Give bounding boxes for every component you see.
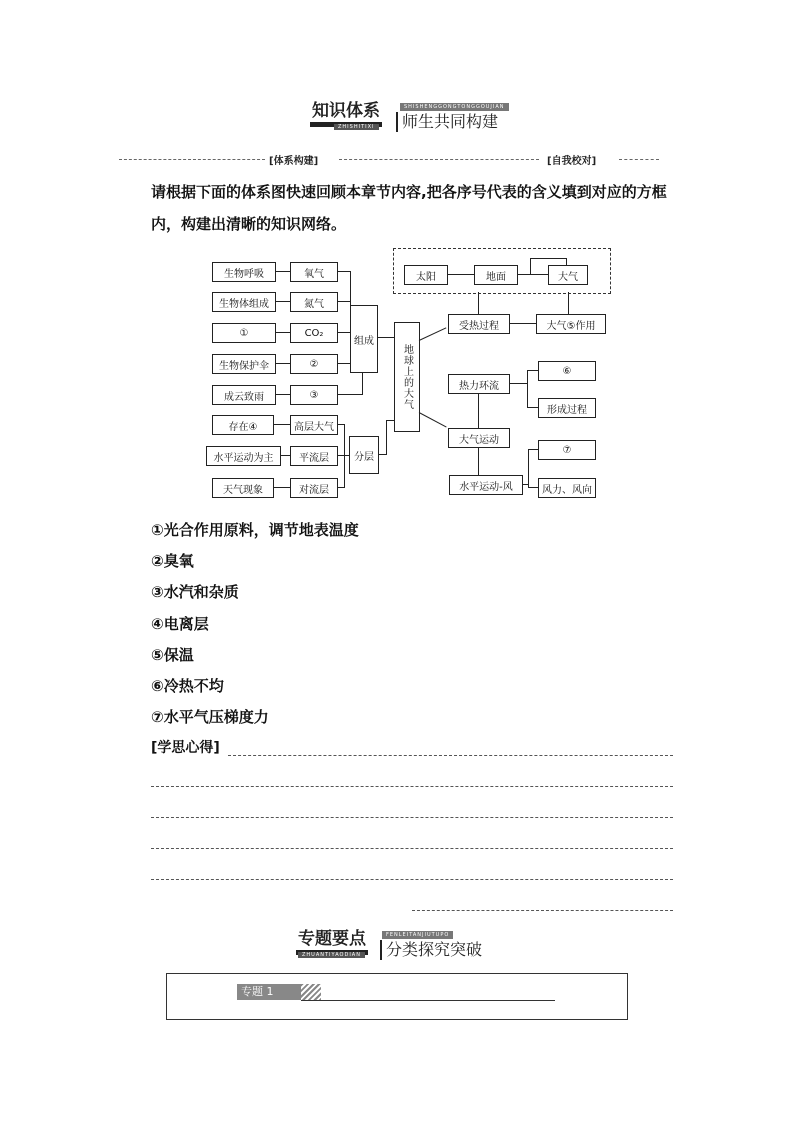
banner2-pinyin-right: FENLEITANJIUTUPO (382, 931, 453, 939)
box-oxygen: 氧气 (290, 262, 338, 282)
box-blank-2: ② (290, 354, 338, 374)
box-upper-atmosphere: 高层大气 (290, 415, 338, 435)
box-thermal-circulation: 热力环流 (448, 374, 510, 394)
banner-pinyin-left: ZHISHITIXI (334, 124, 379, 130)
box-ground: 地面 (474, 265, 518, 285)
notes-label: [学思心得] (151, 740, 220, 756)
section-banner-topics (296, 928, 536, 958)
notes-line-6[interactable] (412, 910, 673, 911)
box-sun: 太阳 (404, 265, 448, 285)
answer-1: ①光合作用原料，调节地表温度 (151, 521, 359, 539)
dashed-region (393, 248, 611, 294)
box-troposphere: 对流层 (290, 478, 338, 498)
topic-tag-stripes (301, 984, 321, 1000)
banner2-subtitle: 分类探究突破 (380, 940, 482, 960)
banner-pinyin-right: SHISHENGGONGTONGGOUJIAN (400, 103, 509, 111)
box-center-atmosphere (394, 322, 420, 432)
banner-subtitle: 师生共同构建 (396, 112, 498, 132)
notes-line-3[interactable] (151, 817, 673, 818)
box-protective-umbrella: 生物保护伞 (212, 354, 276, 374)
answer-5: ⑤保温 (151, 646, 194, 664)
topic-1-tag: 专题 1 (237, 984, 301, 1000)
center-label: 地球上的大气 (401, 344, 413, 410)
box-exist-4: 存在④ (212, 415, 274, 435)
box-wind-force-direction: 风力、风向 (538, 478, 596, 498)
box-cloud-rain: 成云致雨 (212, 385, 276, 405)
tab-system-build: [体系构建] (269, 156, 319, 167)
box-air: 大气 (548, 265, 588, 285)
answer-7: ⑦水平气压梯度力 (151, 708, 269, 726)
answer-3: ③水汽和杂质 (151, 583, 239, 601)
box-atmospheric-motion: 大气运动 (448, 428, 510, 448)
box-air-role-5: 大气⑤作用 (536, 314, 606, 334)
answer-2: ②臭氧 (151, 552, 194, 570)
topic-underline (301, 1000, 555, 1001)
notes-line-5[interactable] (151, 879, 673, 880)
box-body-composition: 生物体组成 (212, 292, 276, 312)
tab-rule (119, 152, 659, 166)
box-co2: CO₂ (290, 323, 338, 343)
box-blank-6: ⑥ (538, 361, 596, 381)
box-blank-7: ⑦ (538, 440, 596, 460)
answer-4: ④电离层 (151, 615, 209, 633)
box-blank-3: ③ (290, 385, 338, 405)
box-nitrogen: 氮气 (290, 292, 338, 312)
notes-line-1[interactable] (228, 755, 673, 756)
box-blank-1: ① (212, 323, 276, 343)
topic-box (166, 973, 628, 1020)
box-heating-process: 受热过程 (448, 314, 510, 334)
box-formation-process: 形成过程 (538, 398, 596, 418)
box-respiration: 生物呼吸 (212, 262, 276, 282)
box-horizontal-main: 水平运动为主 (206, 446, 281, 466)
box-horizontal-wind: 水平运动-风 (449, 475, 523, 495)
section-banner-knowledge (310, 100, 530, 130)
box-stratosphere: 平流层 (290, 446, 338, 466)
box-composition: 组成 (350, 305, 378, 373)
intro-paragraph: 请根据下面的体系图快速回顾本章节内容,把各序号代表的含义填到对应的方框内，构建出清晰的知识网络。 (151, 183, 667, 233)
banner2-title: 专题要点 (296, 928, 368, 955)
tab-self-check: [自我校对] (547, 156, 597, 167)
notes-line-4[interactable] (151, 848, 673, 849)
banner-title: 知识体系 (310, 100, 382, 127)
answer-6: ⑥冷热不均 (151, 677, 224, 695)
notes-line-2[interactable] (151, 786, 673, 787)
box-weather: 天气现象 (212, 478, 274, 498)
banner2-pinyin-left: ZHUANTIYAODIAN (298, 952, 365, 958)
box-layering: 分层 (349, 436, 379, 474)
